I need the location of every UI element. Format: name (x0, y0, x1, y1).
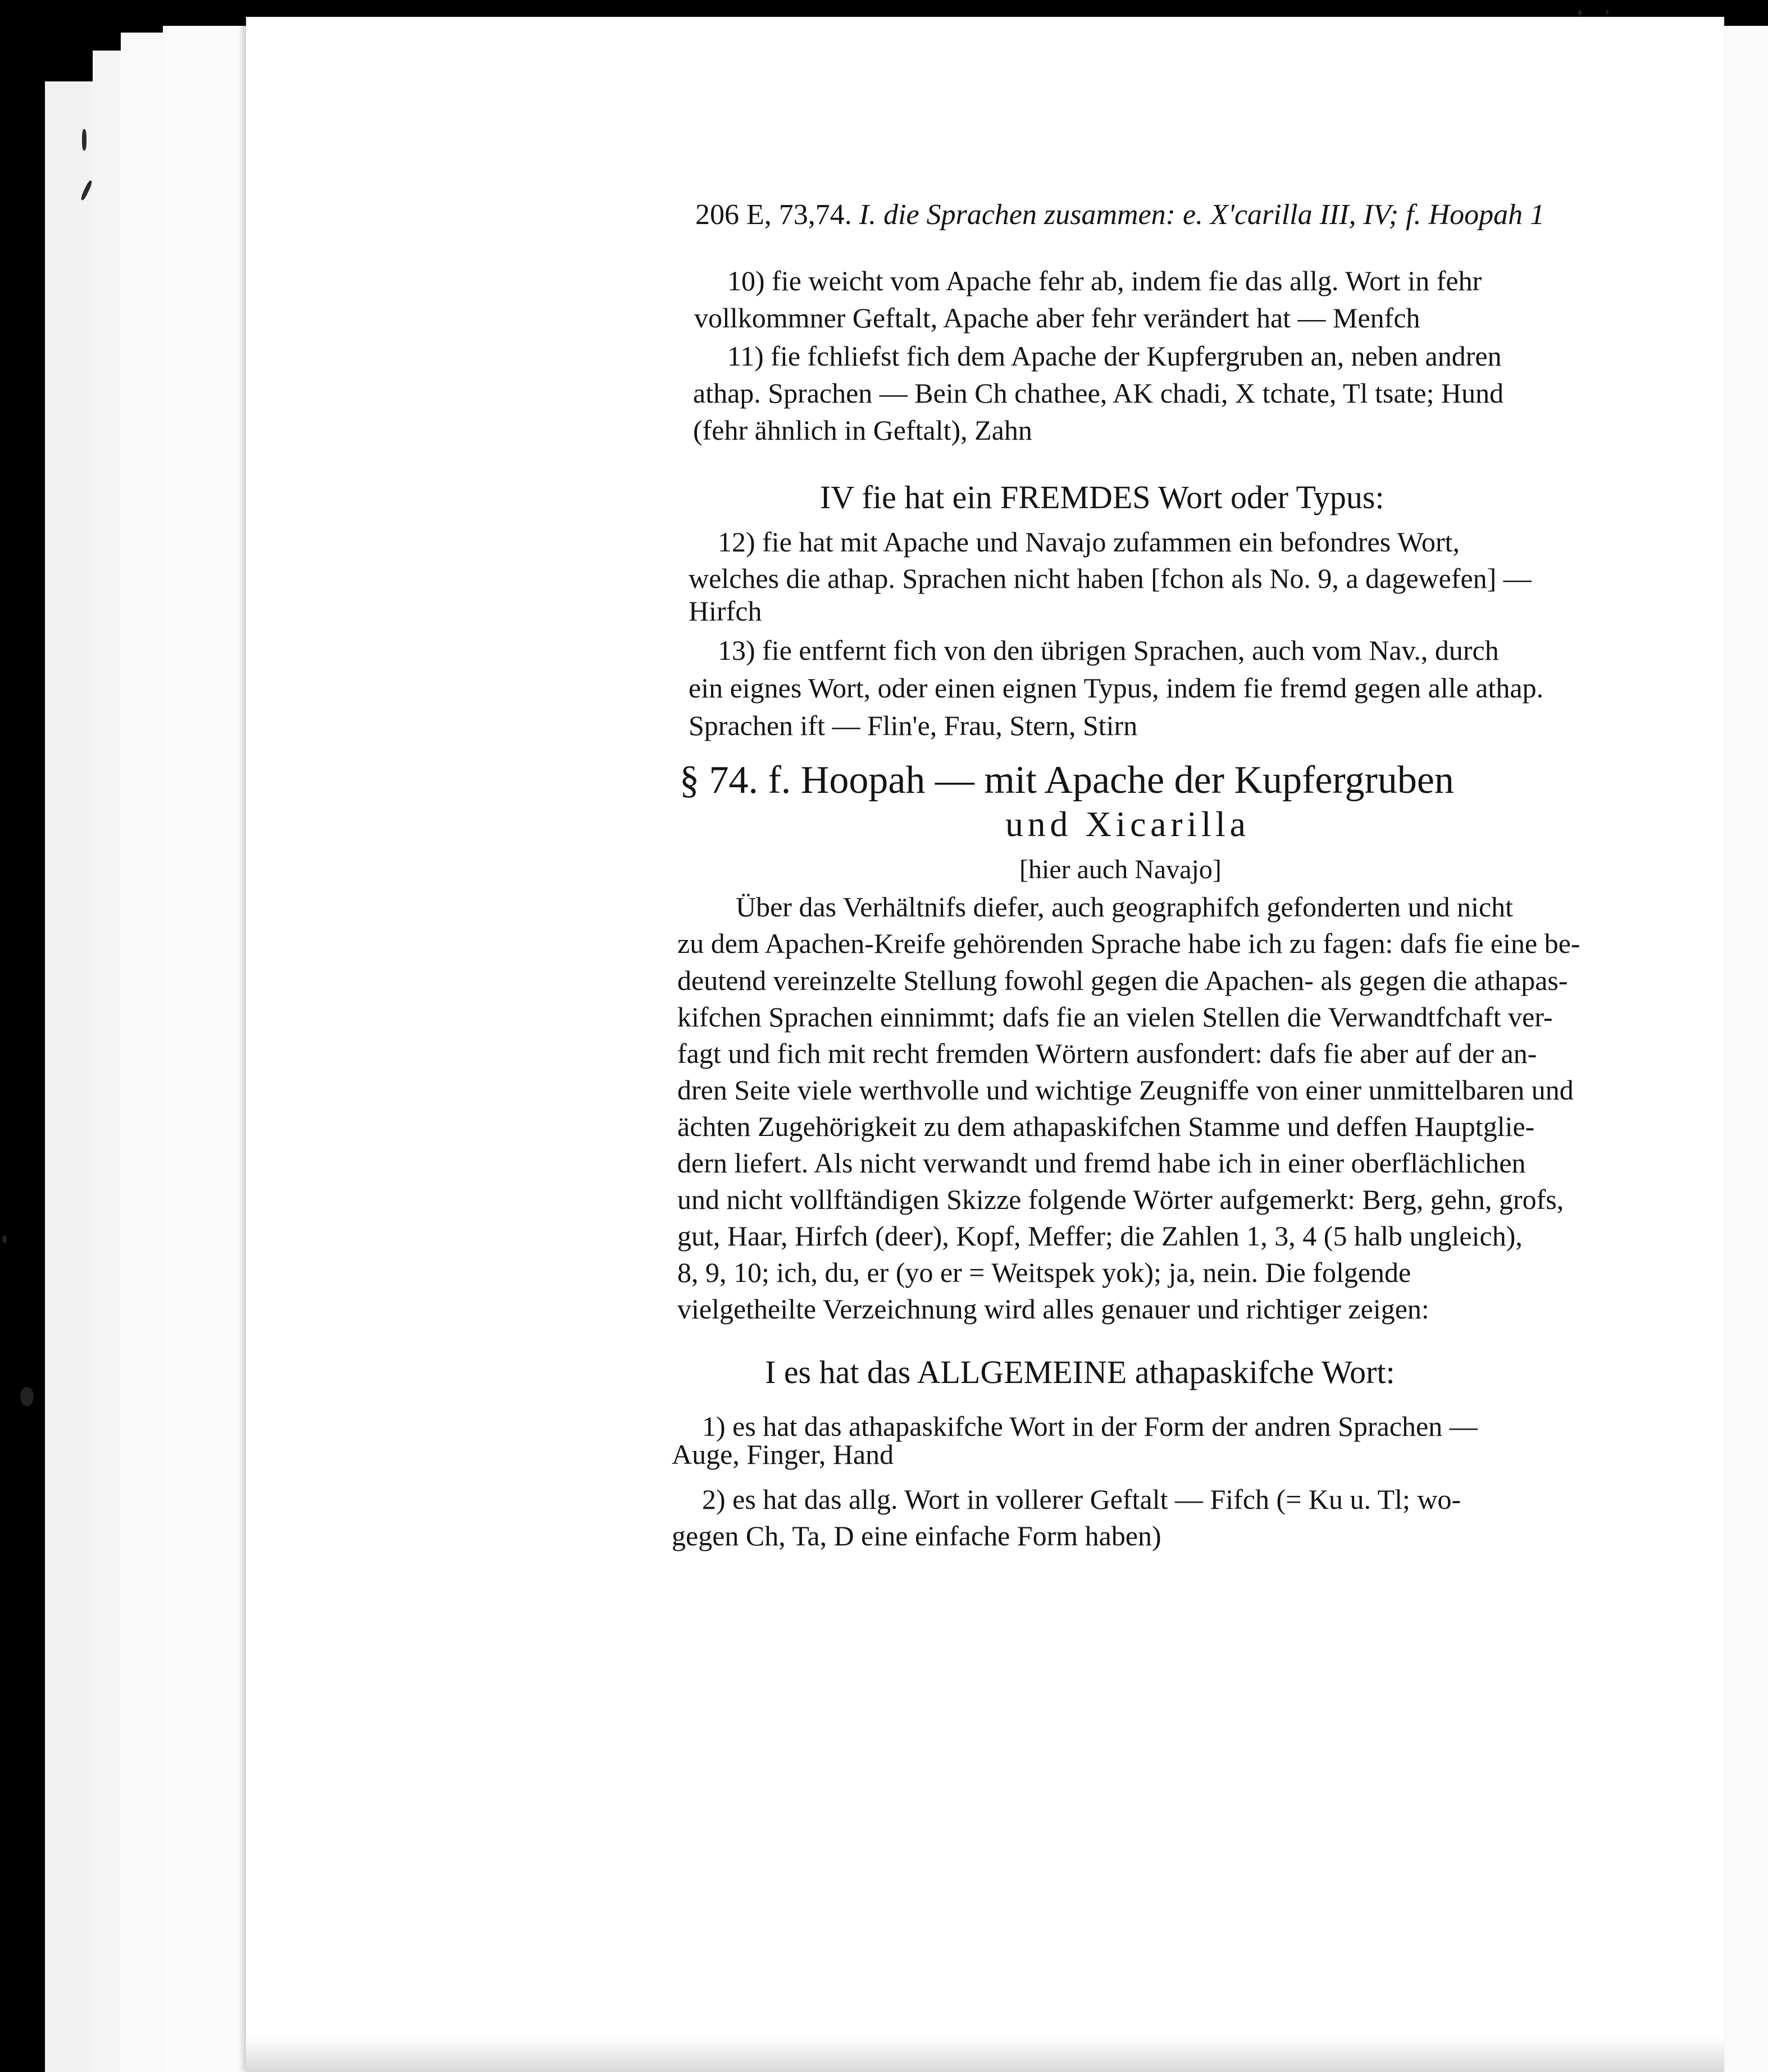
text-line: 13) fie entfernt fich von den übrigen Sprachen, auch vom Nav., durch (718, 635, 1499, 666)
text-line: (fehr ähnlich in Geftalt), Zahn (693, 414, 1032, 446)
text-line: 11) fie fchliefst fich dem Apache der Kupfergruben an, neben andren (727, 340, 1502, 372)
paragraph-line: 8, 9, 10; ich, du, er (yo er = Weitspek yok); ja, nein. Die folgende (677, 1257, 1411, 1288)
text-line: vollkommner Geftalt, Apache aber fehr verändert hat — Menfch (694, 302, 1420, 334)
paragraph-line: fagt und fich mit recht fremden Wörtern ausfondert: dafs fie aber auf der an- (677, 1038, 1537, 1069)
paragraph-line: Über das Verhältnifs diefer, auch geographifch gefonderten und nicht (736, 891, 1514, 923)
text-line: 1) es hat das athapaskifche Wort in der Form der andren Sprachen — (702, 1411, 1478, 1442)
scan-speck (20, 1387, 34, 1406)
page-number: 206 (695, 199, 739, 231)
scan-speck (1578, 10, 1582, 16)
page-bottom-edge (246, 2037, 1724, 2072)
paragraph-line: zu dem Apachen-Kreife gehörenden Sprache habe ich zu fagen: dafs fie eine be- (677, 928, 1580, 959)
text-line: Hirfch (689, 595, 762, 627)
text-line: ein eignes Wort, oder einen eignen Typus, indem fie fremd gegen alle athap. (689, 672, 1544, 704)
paragraph-line: vielgetheilte Verzeichnung wird alles genauer und richtiger zeigen: (677, 1293, 1429, 1325)
text-line: Sprachen ift — Flin'e, Frau, Stern, Stirn (689, 710, 1138, 741)
section-heading-iv: IV fie hat ein FREMDES Wort oder Typus: (820, 479, 1384, 515)
text-line: Auge, Finger, Hand (672, 1439, 894, 1470)
paragraph-line: ächten Zugehörigkeit zu dem athapaskifchen Stamme und deffen Hauptglie- (677, 1111, 1535, 1142)
paragraph-line: dren Seite viele werthvolle und wichtige Zeugniffe von einer unmittelbaren und (677, 1074, 1574, 1106)
margin-mark (82, 129, 86, 150)
paragraph-line: und nicht vollftändigen Skizze folgende Wörter aufgemerkt: Berg, gehn, grofs, (677, 1184, 1564, 1215)
paragraph-line: deutend vereinzelte Stellung fowohl gegen die Apachen- als gegen die athapas- (677, 965, 1568, 996)
text-line: 2) es hat das allg. Wort in vollerer Geftalt — Fifch (= Ku u. Tl; wo- (702, 1484, 1461, 1515)
text-line: 10) fie weicht vom Apache fehr ab, indem fie das allg. Wort in fehr (727, 265, 1482, 296)
text-line: gegen Ch, Ta, D eine einfache Form haben) (672, 1520, 1161, 1551)
section-heading-i: I es hat das ALLGEMEINE athapaskifche Wort: (765, 1354, 1395, 1390)
running-head-title: I. die Sprachen zusammen: e. (859, 199, 1204, 231)
scan-speck (1606, 10, 1608, 15)
scan-speck (2, 1235, 7, 1243)
running-head-reference: E, 73,74. (746, 199, 852, 231)
paragraph-line: gut, Haar, Hirfch (deer), Kopf, Meffer; die Zahlen 1, 3, 4 (5 halb ungleich), (677, 1220, 1523, 1252)
text-line: welches die athap. Sprachen nicht haben [fchon als No. 9, a dagewefen] — (689, 563, 1532, 594)
section-74-heading-continued: und Xicarilla (1005, 804, 1250, 844)
running-head (695, 198, 1544, 232)
section-74-heading: § 74. f. Hoopah — mit Apache der Kupfergruben (680, 759, 1454, 802)
paragraph-line: dern liefert. Als nicht verwandt und fremd habe ich in einer oberflächlichen (677, 1147, 1526, 1179)
section-74-subheading: [hier auch Navajo] (1019, 855, 1222, 884)
running-head-tail: X'carilla III, IV; f. Hoopah 1 (1210, 199, 1545, 231)
paragraph-line: kifchen Sprachen einnimmt; dafs fie an vielen Stellen die Verwandtfchaft ver- (677, 1001, 1553, 1033)
text-line: athap. Sprachen — Bein Ch chathee, AK chadi, X tchate, Tl tsate; Hund (693, 377, 1504, 409)
text-line: 12) fie hat mit Apache und Navajo zufammen ein befondres Wort, (718, 526, 1460, 558)
